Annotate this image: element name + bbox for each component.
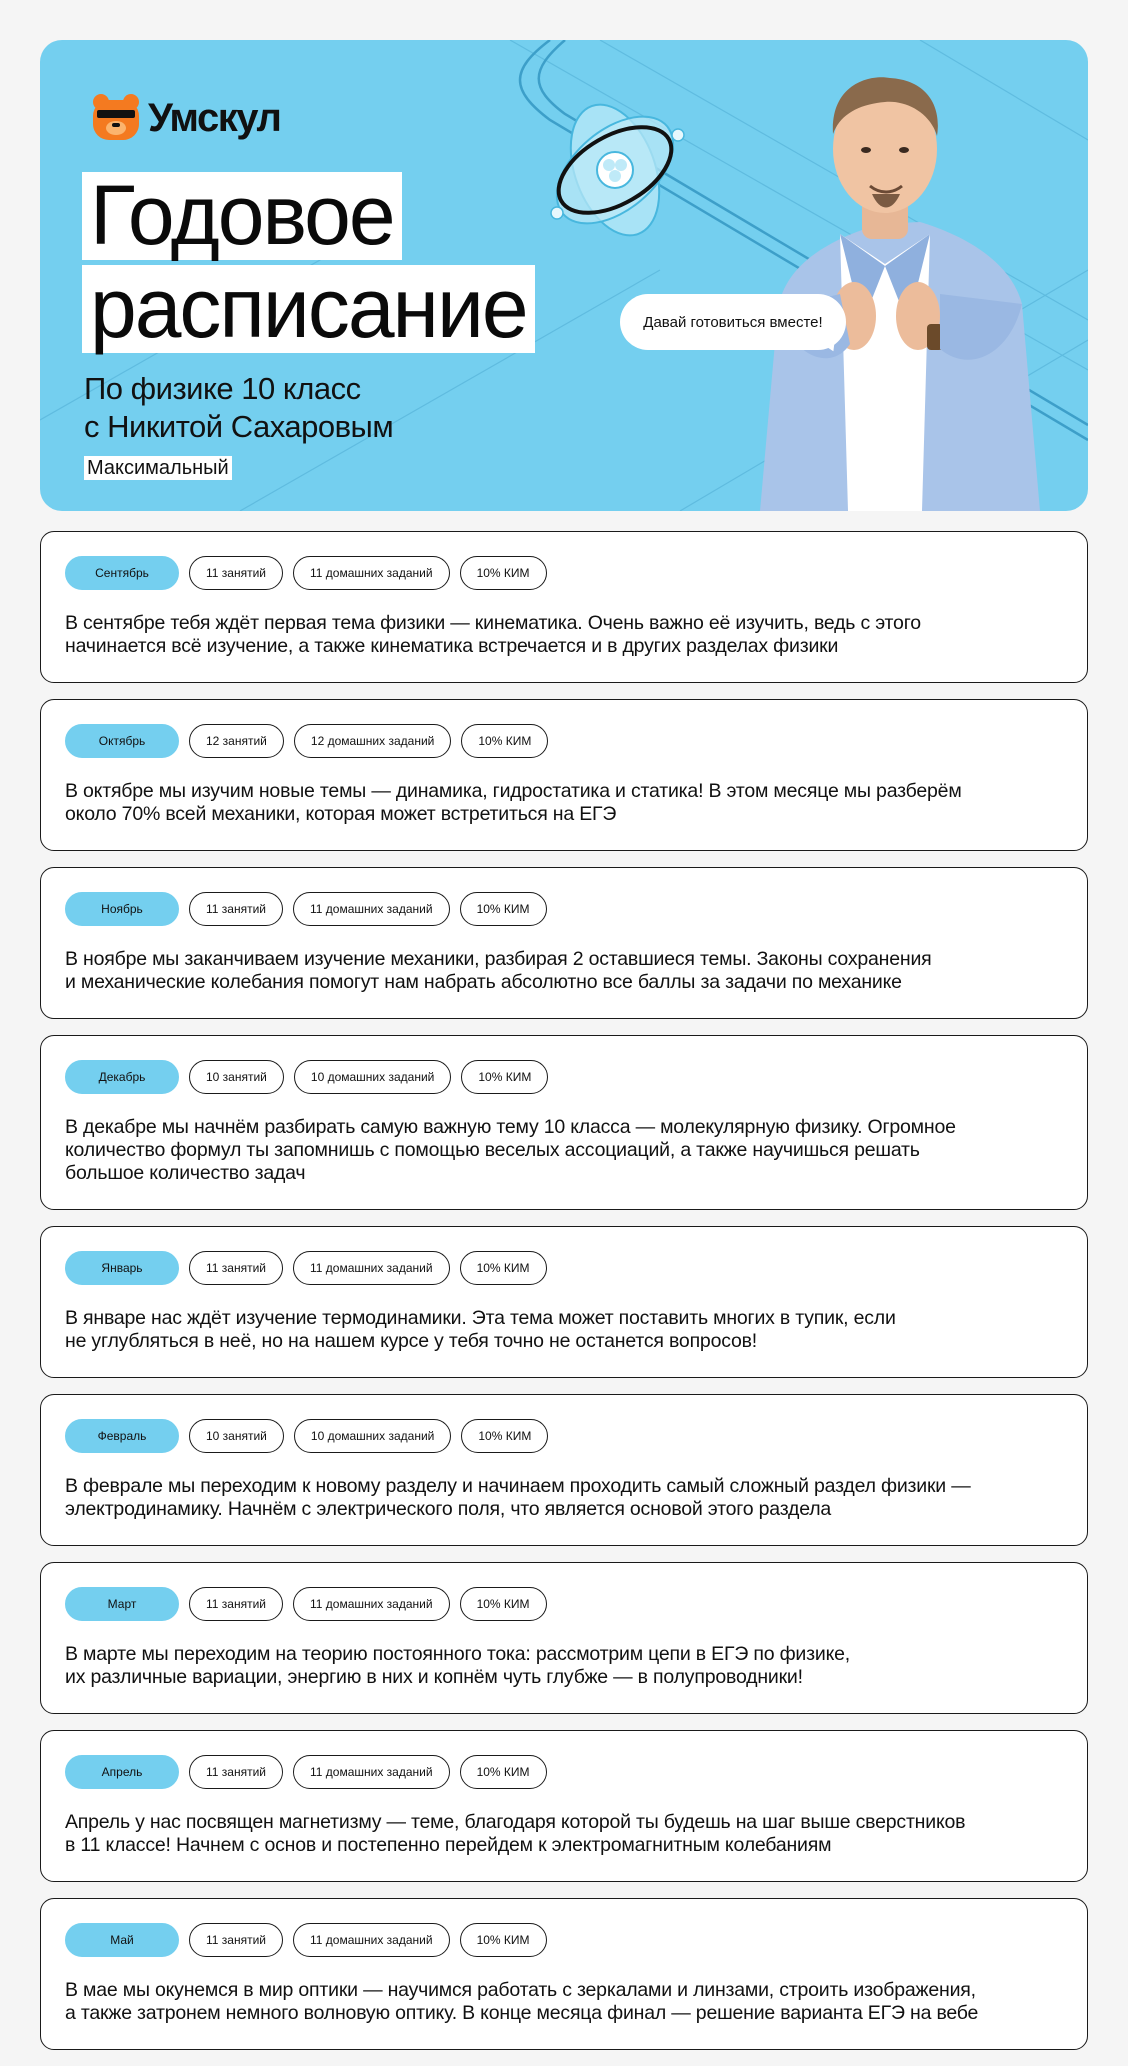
lessons-count-chip: 11 занятий: [189, 892, 283, 926]
umskul-logo: [88, 90, 280, 146]
description-line: В декабре мы начнём разбирать самую важную тему 10 класса — молекулярную физику. Огромное: [65, 1116, 956, 1138]
homework-count-chip: 11 домашних заданий: [293, 892, 450, 926]
month-chips: [65, 1060, 1063, 1094]
description-line: В январе нас ждёт изучение термодинамики. Эта тема может поставить многих в тупик, если: [65, 1307, 896, 1329]
course-subtitle: [84, 370, 393, 446]
kim-percent-chip: 10% КИМ: [461, 724, 548, 758]
homework-count-chip: 11 домашних заданий: [293, 1923, 450, 1957]
month-chips: [65, 556, 1063, 590]
homework-count-chip: 11 домашних заданий: [293, 556, 450, 590]
homework-count-chip: 11 домашних заданий: [293, 1587, 450, 1621]
description-line: не углубляться в неё, но на нашем курсе у тебя точно не останется вопросов!: [65, 1330, 758, 1352]
description-line: электродинамику. Начнём с электрического поля, что является основой этого раздела: [65, 1498, 832, 1520]
month-chips: [65, 1419, 1063, 1453]
month-description: [65, 1116, 1063, 1185]
kim-percent-chip: 10% КИМ: [460, 1587, 547, 1621]
description-line: большое количество задач: [65, 1162, 306, 1184]
month-badge: Апрель: [65, 1755, 179, 1789]
teacher-photo: [690, 54, 1080, 511]
description-line: в 11 классе! Начнем с основ и постепенно перейдем к электромагнитным колебаниям: [65, 1834, 832, 1856]
month-card: [40, 1226, 1088, 1378]
month-card: [40, 1394, 1088, 1546]
month-card: [40, 867, 1088, 1019]
month-description: [65, 780, 1063, 826]
title-line-2: расписание: [82, 265, 535, 353]
month-description: [65, 1979, 1063, 2025]
homework-count-chip: 11 домашних заданий: [293, 1251, 450, 1285]
description-line: количество формул ты запомнишь с помощью веселых ассоциаций, а также научишься решать: [65, 1139, 920, 1161]
description-line: а также затронем немного волновую оптику. В конце месяца финал — решение варианта ЕГЭ на вебе: [65, 2002, 979, 2024]
kim-percent-chip: 10% КИМ: [460, 1251, 547, 1285]
lessons-count-chip: 10 занятий: [189, 1419, 284, 1453]
kim-percent-chip: 10% КИМ: [460, 1755, 547, 1789]
month-card: [40, 1898, 1088, 2050]
month-description: [65, 612, 1063, 658]
month-description: [65, 1307, 1063, 1353]
month-badge: Сентябрь: [65, 556, 179, 590]
month-chips: [65, 1755, 1063, 1789]
month-badge: Март: [65, 1587, 179, 1621]
kim-percent-chip: 10% КИМ: [461, 1419, 548, 1453]
description-line: Апрель у нас посвящен магнетизму — теме, благодаря которой ты будешь на шаг выше сверстников: [65, 1811, 966, 1833]
kim-percent-chip: 10% КИМ: [460, 1923, 547, 1957]
description-line: В ноябре мы заканчиваем изучение механики, разбирая 2 оставшиеся темы. Законы сохранения: [65, 948, 932, 970]
lessons-count-chip: 11 занятий: [189, 1587, 283, 1621]
description-line: В сентябре тебя ждёт первая тема физики — кинематика. Очень важно её изучить, ведь с этого: [65, 612, 921, 634]
month-badge: Январь: [65, 1251, 179, 1285]
speech-bubble: Давай готовиться вместе!: [620, 294, 846, 350]
month-chips: [65, 724, 1063, 758]
tier-label: Максимальный: [84, 456, 232, 480]
month-card: [40, 699, 1088, 851]
description-line: В октябре мы изучим новые темы — динамика, гидростатика и статика! В этом месяце мы разберём: [65, 780, 962, 802]
month-description: [65, 1811, 1063, 1857]
month-badge: Ноябрь: [65, 892, 179, 926]
month-card: [40, 1730, 1088, 1882]
kim-percent-chip: 10% КИМ: [460, 556, 547, 590]
month-description: [65, 948, 1063, 994]
lessons-count-chip: 12 занятий: [189, 724, 284, 758]
lessons-count-chip: 11 занятий: [189, 1923, 283, 1957]
lessons-count-chip: 10 занятий: [189, 1060, 284, 1094]
month-chips: [65, 1923, 1063, 1957]
month-badge: Декабрь: [65, 1060, 179, 1094]
description-line: около 70% всей механики, которая может встретиться на ЕГЭ: [65, 803, 617, 825]
month-chips: [65, 892, 1063, 926]
homework-count-chip: 10 домашних заданий: [294, 1419, 451, 1453]
homework-count-chip: 12 домашних заданий: [294, 724, 451, 758]
month-badge: Октябрь: [65, 724, 179, 758]
month-chips: [65, 1587, 1063, 1621]
month-cards-list: [40, 531, 1088, 2066]
description-line: В мае мы окунемся в мир оптики — научимся работать с зеркалами и линзами, строить изображения,: [65, 1979, 976, 2001]
description-line: их различные вариации, энергию в них и копнём чуть глубже — в полупроводники!: [65, 1666, 803, 1688]
month-badge: Май: [65, 1923, 179, 1957]
description-line: В феврале мы переходим к новому разделу и начинаем проходить самый сложный раздел физики —: [65, 1475, 971, 1497]
homework-count-chip: 10 домашних заданий: [294, 1060, 451, 1094]
lessons-count-chip: 11 занятий: [189, 556, 283, 590]
bear-logo-icon: [88, 90, 144, 146]
page-title: [82, 168, 535, 358]
description-line: начинается всё изучение, а также кинематика встречается и в других разделах физики: [65, 635, 839, 657]
kim-percent-chip: 10% КИМ: [461, 1060, 548, 1094]
description-line: В марте мы переходим на теорию постоянного тока: рассмотрим цепи в ЕГЭ по физике,: [65, 1643, 850, 1665]
hero-banner: [40, 40, 1088, 511]
subtitle-line-1: По физике 10 класс: [84, 371, 361, 406]
atom-icon: [540, 95, 690, 245]
homework-count-chip: 11 домашних заданий: [293, 1755, 450, 1789]
month-chips: [65, 1251, 1063, 1285]
month-description: [65, 1643, 1063, 1689]
lessons-count-chip: 11 занятий: [189, 1755, 283, 1789]
month-badge: Февраль: [65, 1419, 179, 1453]
subtitle-line-2: с Никитой Сахаровым: [84, 409, 394, 444]
month-card: [40, 531, 1088, 683]
month-card: [40, 1562, 1088, 1714]
title-line-1: Годовое: [82, 172, 402, 260]
month-card: [40, 1035, 1088, 1210]
description-line: и механические колебания помогут нам набрать абсолютно все баллы за задачи по механике: [65, 971, 902, 993]
month-description: [65, 1475, 1063, 1521]
logo-text: Умскул: [148, 95, 281, 140]
lessons-count-chip: 11 занятий: [189, 1251, 283, 1285]
kim-percent-chip: 10% КИМ: [460, 892, 547, 926]
